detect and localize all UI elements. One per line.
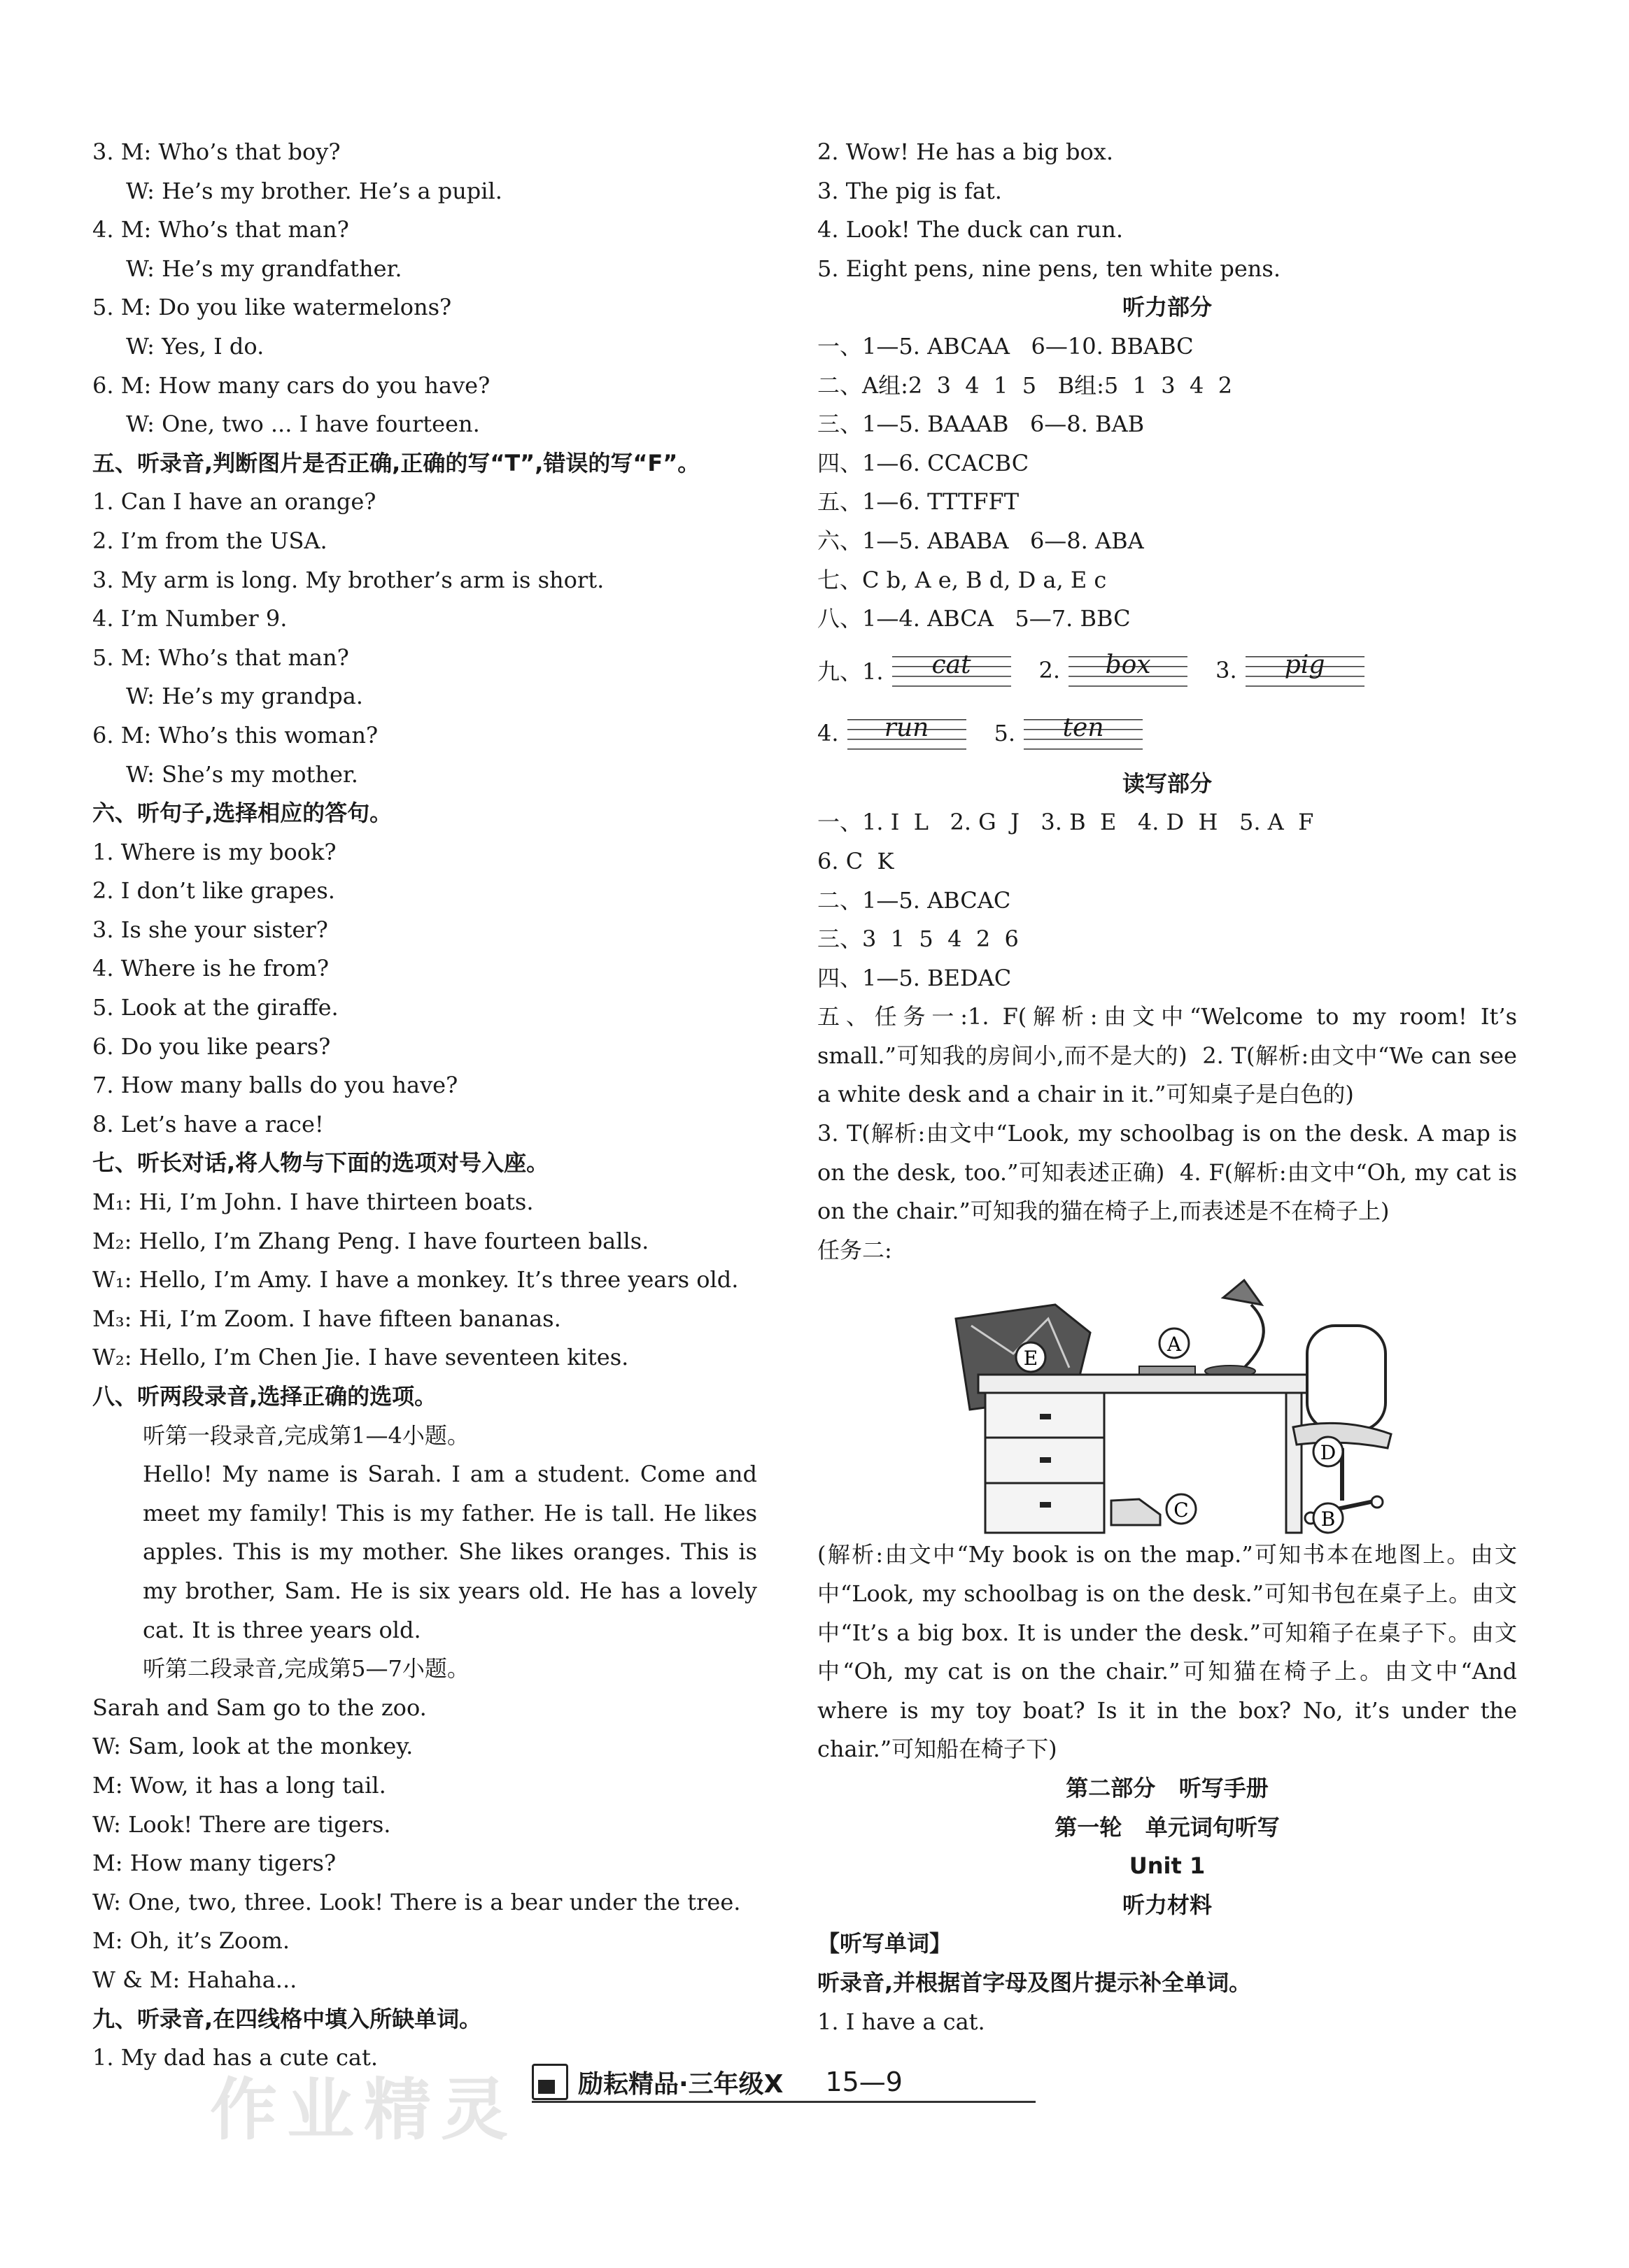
- desk-chair-drawing: [950, 1277, 1398, 1536]
- handwritten-word: cat: [931, 650, 971, 679]
- text-line: 1. My dad has a cute cat.: [92, 2044, 378, 2071]
- explanation-and-dictation-section: [817, 1536, 1525, 2041]
- text-line: W: She’s my mother.: [126, 760, 358, 788]
- label-a: A: [1166, 1333, 1182, 1356]
- text-line: 5. Eight pens, nine pens, ten white pens.: [817, 255, 1281, 282]
- text-line: 七、C b, A e, B d, D a, E c: [817, 566, 1107, 593]
- text-line: 1. Can I have an orange?: [92, 488, 376, 516]
- text-line: 6. M: How many cars do you have?: [92, 371, 491, 399]
- label-e-marker: [1016, 1342, 1045, 1372]
- text-line: W: Look! There are tigers.: [92, 1810, 391, 1838]
- text-line: 4. Look! The duck can run.: [817, 216, 1124, 243]
- lamp-shade: [1223, 1280, 1262, 1305]
- text-line: 四、1—6. CCACBC: [817, 449, 1029, 476]
- shoes: [1111, 1499, 1160, 1525]
- answer-key-reading-writing: [817, 765, 1525, 1270]
- handwritten-word: pig: [1284, 650, 1325, 679]
- text-line: 三、1—5. BAAAB 6—8. BAB: [817, 411, 1145, 438]
- section-heading: 听录音,并根据首字母及图片提示补全单词。: [817, 1969, 1252, 1996]
- text-line: Hello! My name is Sarah. I am a student. Come and meet my family! This is my father. He is tall. He likes apples. This is my mother. She likes oranges. This is my brother, Sam. He is six years old. He has a lovely cat. It is three years old.: [143, 1461, 765, 1643]
- four-line-answer: [817, 715, 966, 751]
- text-line: 1. Where is my book?: [92, 838, 337, 865]
- section-heading: 第一轮 单元词句听写: [1055, 1813, 1280, 1841]
- text-line: M: Wow, it has a long tail.: [92, 1771, 386, 1799]
- text-line: M₁: Hi, I’m John. I have thirteen boats.: [92, 1189, 534, 1216]
- text-line: 一、1—5. ABCAA 6—10. BBABC: [817, 332, 1194, 360]
- text-line: 6. C K: [817, 847, 894, 874]
- text-line: 五、1—6. TTTFFT: [817, 488, 1020, 516]
- handwritten-word: ten: [1062, 713, 1104, 742]
- text-line: 3. My arm is long. My brother’s arm is short.: [92, 566, 605, 593]
- text-line: 六、1—5. ABABA 6—8. ABA: [817, 527, 1144, 554]
- answer-number: 2.: [1038, 656, 1061, 683]
- answer-number: 九、1.: [817, 658, 884, 685]
- text-line: 4. Where is he from?: [92, 955, 329, 982]
- text-line: 3. M: Who’s that boy?: [92, 139, 341, 165]
- text-line: 五、任务一:1. F(解析:由文中“Welcome to my room! It’s small.”可知我的房间小,而不是大的) 2. T(解析:由文中“We can see a white desk and a chair in it.”可知桌子是白色的): [817, 1003, 1525, 1108]
- section-heading: 七、听长对话,将人物与下面的选项对号入座。: [92, 1149, 549, 1177]
- text-line: 八、1—4. ABCA 5—7. BBC: [817, 605, 1131, 632]
- section-heading: 五、听录音,判断图片是否正确,正确的写“T”,错误的写“F”。: [92, 449, 700, 476]
- text-line: (解析:由文中“My book is on the map.”可知书本在地图上。由文中“Look, my schoolbag is on the desk.”可知书包在桌子上。由文中“It’s a big box. It is under the desk.”可知箱子在桌子下。由文中“Oh, my cat is on the chair.”可知猫在椅子上。由文中“And where is my toy boat? Is it in the box? No, it’s under the chair.”可知船在椅子下): [817, 1541, 1525, 1763]
- text-line: W: One, two ... I have fourteen.: [126, 411, 480, 438]
- page-footer: [532, 2061, 1036, 2103]
- label-c: C: [1173, 1498, 1189, 1522]
- four-line-answer: [1215, 652, 1364, 688]
- text-line: 任务二:: [817, 1236, 892, 1263]
- text-line: 听第二段录音,完成第5—7小题。: [143, 1655, 470, 1682]
- chair-seat: [1293, 1424, 1391, 1449]
- text-line: W: Sam, look at the monkey.: [92, 1733, 414, 1760]
- room-illustration: [950, 1277, 1398, 1536]
- text-line: 3. The pig is fat.: [817, 177, 1002, 204]
- text-line: W: One, two, three. Look! There is a bear under the tree.: [92, 1888, 741, 1915]
- text-line: 二、A组:2 3 4 1 5 B组:5 1 3 4 2: [817, 371, 1233, 399]
- text-line: 2. Wow! He has a big box.: [817, 139, 1113, 165]
- four-line-grid: [1246, 652, 1364, 688]
- section-heading: 听力材料: [1122, 1891, 1212, 1918]
- text-line: 听第一段录音,完成第1—4小题。: [143, 1422, 470, 1449]
- text-line: W: He’s my brother. He’s a pupil.: [126, 177, 502, 204]
- text-line: 3. Is she your sister?: [92, 916, 328, 943]
- text-line: 1. I have a cat.: [817, 2008, 985, 2035]
- text-line: W: Yes, I do.: [126, 332, 265, 360]
- answer-number: 5.: [994, 719, 1016, 746]
- label-a-marker: [1159, 1328, 1189, 1358]
- text-line: 7. How many balls do you have?: [92, 1072, 458, 1099]
- text-line: W: He’s my grandfather.: [126, 255, 402, 282]
- watermark: 作业精灵: [210, 2071, 518, 2149]
- label-c-marker: [1166, 1494, 1196, 1524]
- footer-title: 励耘精品·三年级X: [578, 2069, 784, 2099]
- text-line: W₂: Hello, I’m Chen Jie. I have seventeen kites.: [92, 1344, 629, 1371]
- text-line: W: He’s my grandpa.: [126, 683, 363, 710]
- text-line: 5. Look at the giraffe.: [92, 994, 339, 1021]
- text-line: 5. M: Do you like watermelons?: [92, 294, 452, 321]
- label-b-marker: [1313, 1503, 1343, 1533]
- text-line: 四、1—5. BEDAC: [817, 964, 1012, 991]
- text-line: W₁: Hello, I’m Amy. I have a monkey. It’s three years old.: [92, 1266, 739, 1294]
- handwritten-word: run: [884, 713, 929, 742]
- text-line: 8. Let’s have a race!: [92, 1110, 324, 1137]
- four-line-answer: [1039, 652, 1188, 688]
- text-line: 4. I’m Number 9.: [92, 605, 288, 632]
- page-number: 15—9: [825, 2067, 903, 2097]
- text-line: 3. T(解析:由文中“Look, my schoolbag is on the desk. A map is on the desk, too.”可知表述正确) 4. F(解析:由文中“Oh, my cat is on the chair.”可知我的猫在椅子上,而表述是不在椅子上): [817, 1120, 1525, 1225]
- four-line-grid: [1024, 715, 1143, 751]
- section-heading: 第二部分 听写手册: [1066, 1775, 1269, 1801]
- section-heading: 九、听录音,在四线格中填入所缺单词。: [92, 2005, 482, 2032]
- handwritten-word: box: [1105, 650, 1151, 679]
- text-line: M₃: Hi, I’m Zoom. I have fifteen bananas.: [92, 1305, 561, 1332]
- text-line: Sarah and Sam go to the zoo.: [92, 1694, 427, 1721]
- label-b: B: [1320, 1508, 1336, 1531]
- label-e: E: [1023, 1347, 1038, 1370]
- text-line: 6. M: Who’s this woman?: [92, 721, 379, 749]
- four-line-answer: [994, 715, 1143, 751]
- section-heading: 听力部分: [1122, 294, 1212, 321]
- book-logo-icon: [532, 2064, 568, 2100]
- four-line-answer: [817, 652, 1011, 688]
- left-column: [92, 133, 765, 2078]
- text-line: 4. M: Who’s that man?: [92, 216, 349, 243]
- section-heading: 读写部分: [1122, 770, 1212, 797]
- text-line: 6. Do you like pears?: [92, 1033, 331, 1060]
- answer-number: 4.: [817, 719, 839, 746]
- text-line: 三、3 1 5 4 2 6: [817, 926, 1019, 953]
- section-heading: 八、听两段录音,选择正确的选项。: [92, 1383, 437, 1410]
- four-line-grid: [847, 715, 966, 751]
- answer-key-listening: [817, 133, 1517, 639]
- desk-top: [978, 1375, 1307, 1393]
- four-line-grid: [1069, 652, 1187, 688]
- label-d: D: [1320, 1441, 1337, 1465]
- text-line: W & M: Hahaha...: [92, 1966, 297, 1993]
- right-column: [817, 133, 1525, 2041]
- section-heading: 六、听句子,选择相应的答句。: [92, 800, 393, 827]
- section-heading: Unit 1: [1129, 1852, 1206, 1880]
- text-line: M₂: Hello, I’m Zhang Peng. I have fourteen balls.: [92, 1227, 649, 1254]
- chair-back: [1307, 1326, 1385, 1431]
- section-heading: 【听写单词】: [817, 1930, 952, 1957]
- text-line: M: How many tigers?: [92, 1850, 337, 1877]
- answer-number: 3.: [1215, 656, 1237, 683]
- text-line: M: Oh, it’s Zoom.: [92, 1927, 290, 1955]
- text-line: 2. I don’t like grapes.: [92, 877, 335, 905]
- text-line: 二、1—5. ABCAC: [817, 886, 1011, 914]
- four-line-answers-row-1: [817, 639, 1517, 702]
- label-d-marker: [1313, 1437, 1343, 1466]
- four-line-answers-row-2: [817, 702, 1517, 765]
- text-line: 2. I’m from the USA.: [92, 527, 327, 554]
- lamp-arm: [1244, 1305, 1264, 1368]
- text-line: 一、1. I L 2. G J 3. B E 4. D H 5. A F: [817, 809, 1314, 836]
- text-line: 5. M: Who’s that man?: [92, 644, 349, 671]
- four-line-grid: [892, 652, 1011, 688]
